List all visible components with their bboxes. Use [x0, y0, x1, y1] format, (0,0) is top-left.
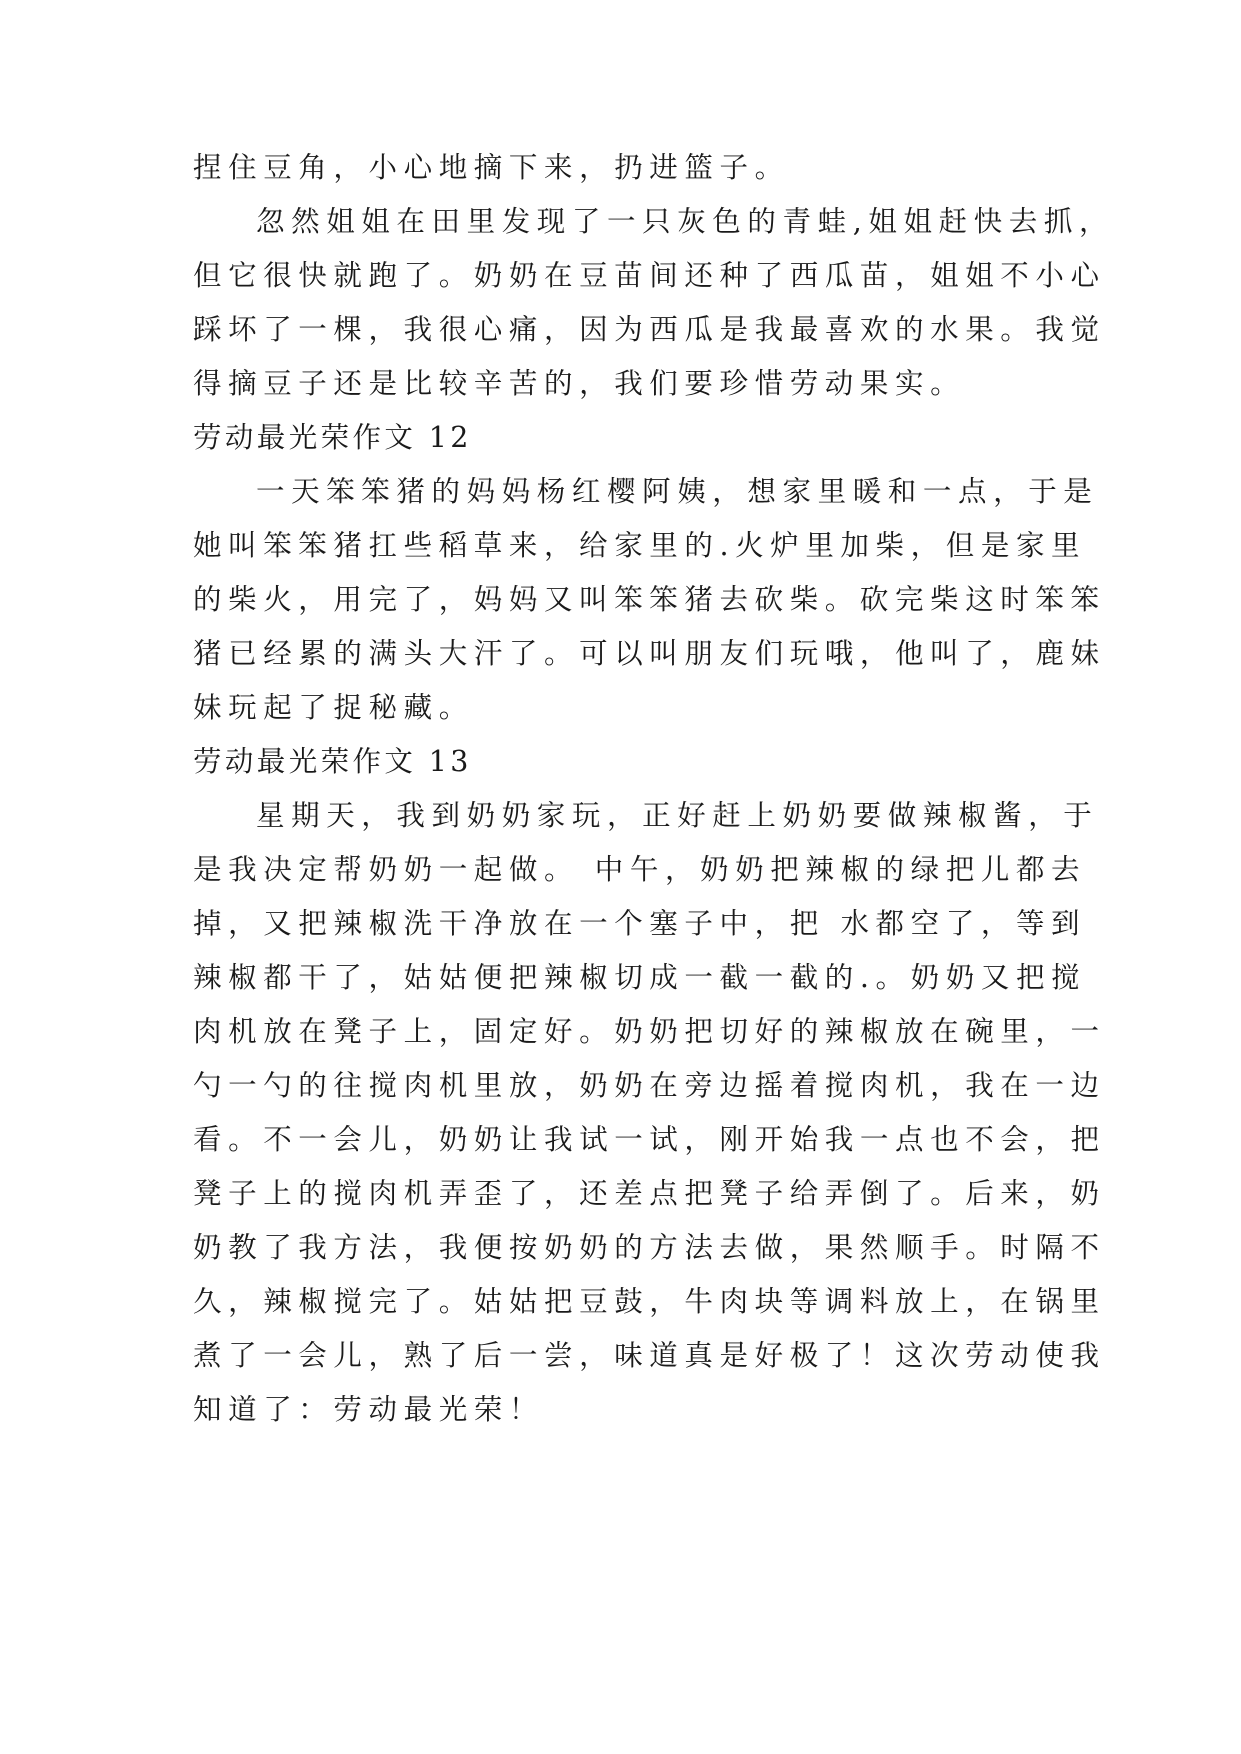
body-text-line: 捏住豆角，小心地摘下来，扔进篮子。 [193, 151, 790, 184]
body-text-line: 奶教了我方法，我便按奶奶的方法去做，果然顺手。时隔不 [193, 1231, 1106, 1264]
body-text-line: 踩坏了一棵，我很心痛，因为西瓜是我最喜欢的水果。我觉 [193, 313, 1106, 346]
body-text-line: 肉机放在凳子上，固定好。奶奶把切好的辣椒放在碗里，一 [193, 1015, 1106, 1048]
body-text-line: 掉，又把辣椒洗干净放在一个塞子中，把 水都空了，等到 [193, 907, 1087, 940]
body-text-line: 但它很快就跑了。奶奶在豆苗间还种了西瓜苗，姐姐不小心 [193, 259, 1106, 292]
body-text-line: 的柴火，用完了，妈妈又叫笨笨猪去砍柴。砍完柴这时笨笨 [193, 583, 1106, 616]
body-text-line: 星期天，我到奶奶家玩，正好赶上奶奶要做辣椒酱，于 [256, 799, 1099, 832]
section-heading: 劳动最光荣作文 12 [193, 421, 472, 454]
body-text-line: 猪已经累的满头大汗了。可以叫朋友们玩哦，他叫了，鹿妹 [193, 637, 1106, 670]
body-text-line: 是我决定帮奶奶一起做。 中午，奶奶把辣椒的绿把儿都去 [193, 853, 1087, 886]
body-text-line: 凳子上的搅肉机弄歪了，还差点把凳子给弄倒了。后来，奶 [193, 1177, 1106, 1210]
body-text-line: 勺一勺的往搅肉机里放，奶奶在旁边摇着搅肉机，我在一边 [193, 1069, 1106, 1102]
body-text-line: 忽然姐姐在田里发现了一只灰色的青蛙,姐姐赶快去抓， [256, 205, 1115, 238]
body-text-line: 妹玩起了捉秘藏。 [193, 691, 474, 724]
body-text-line: 得摘豆子还是比较辛苦的，我们要珍惜劳动果实。 [193, 367, 966, 400]
body-text-line: 看。不一会儿，奶奶让我试一试，刚开始我一点也不会，把 [193, 1123, 1106, 1156]
body-text-line: 知道了：劳动最光荣！ [193, 1393, 545, 1426]
body-text-line: 一天笨笨猪的妈妈杨红樱阿姨，想家里暖和一点，于是 [256, 475, 1099, 508]
body-text-line: 辣椒都干了，姑姑便把辣椒切成一截一截的.。奶奶又把搅 [193, 961, 1087, 994]
body-text-line: 她叫笨笨猪扛些稻草来，给家里的.火炉里加柴，但是家里 [193, 529, 1087, 562]
body-text-line: 久，辣椒搅完了。姑姑把豆鼓，牛肉块等调料放上，在锅里 [193, 1285, 1106, 1318]
section-heading: 劳动最光荣作文 13 [193, 745, 472, 778]
body-text-line: 煮了一会儿，熟了后一尝，味道真是好极了！这次劳动使我 [193, 1339, 1106, 1372]
